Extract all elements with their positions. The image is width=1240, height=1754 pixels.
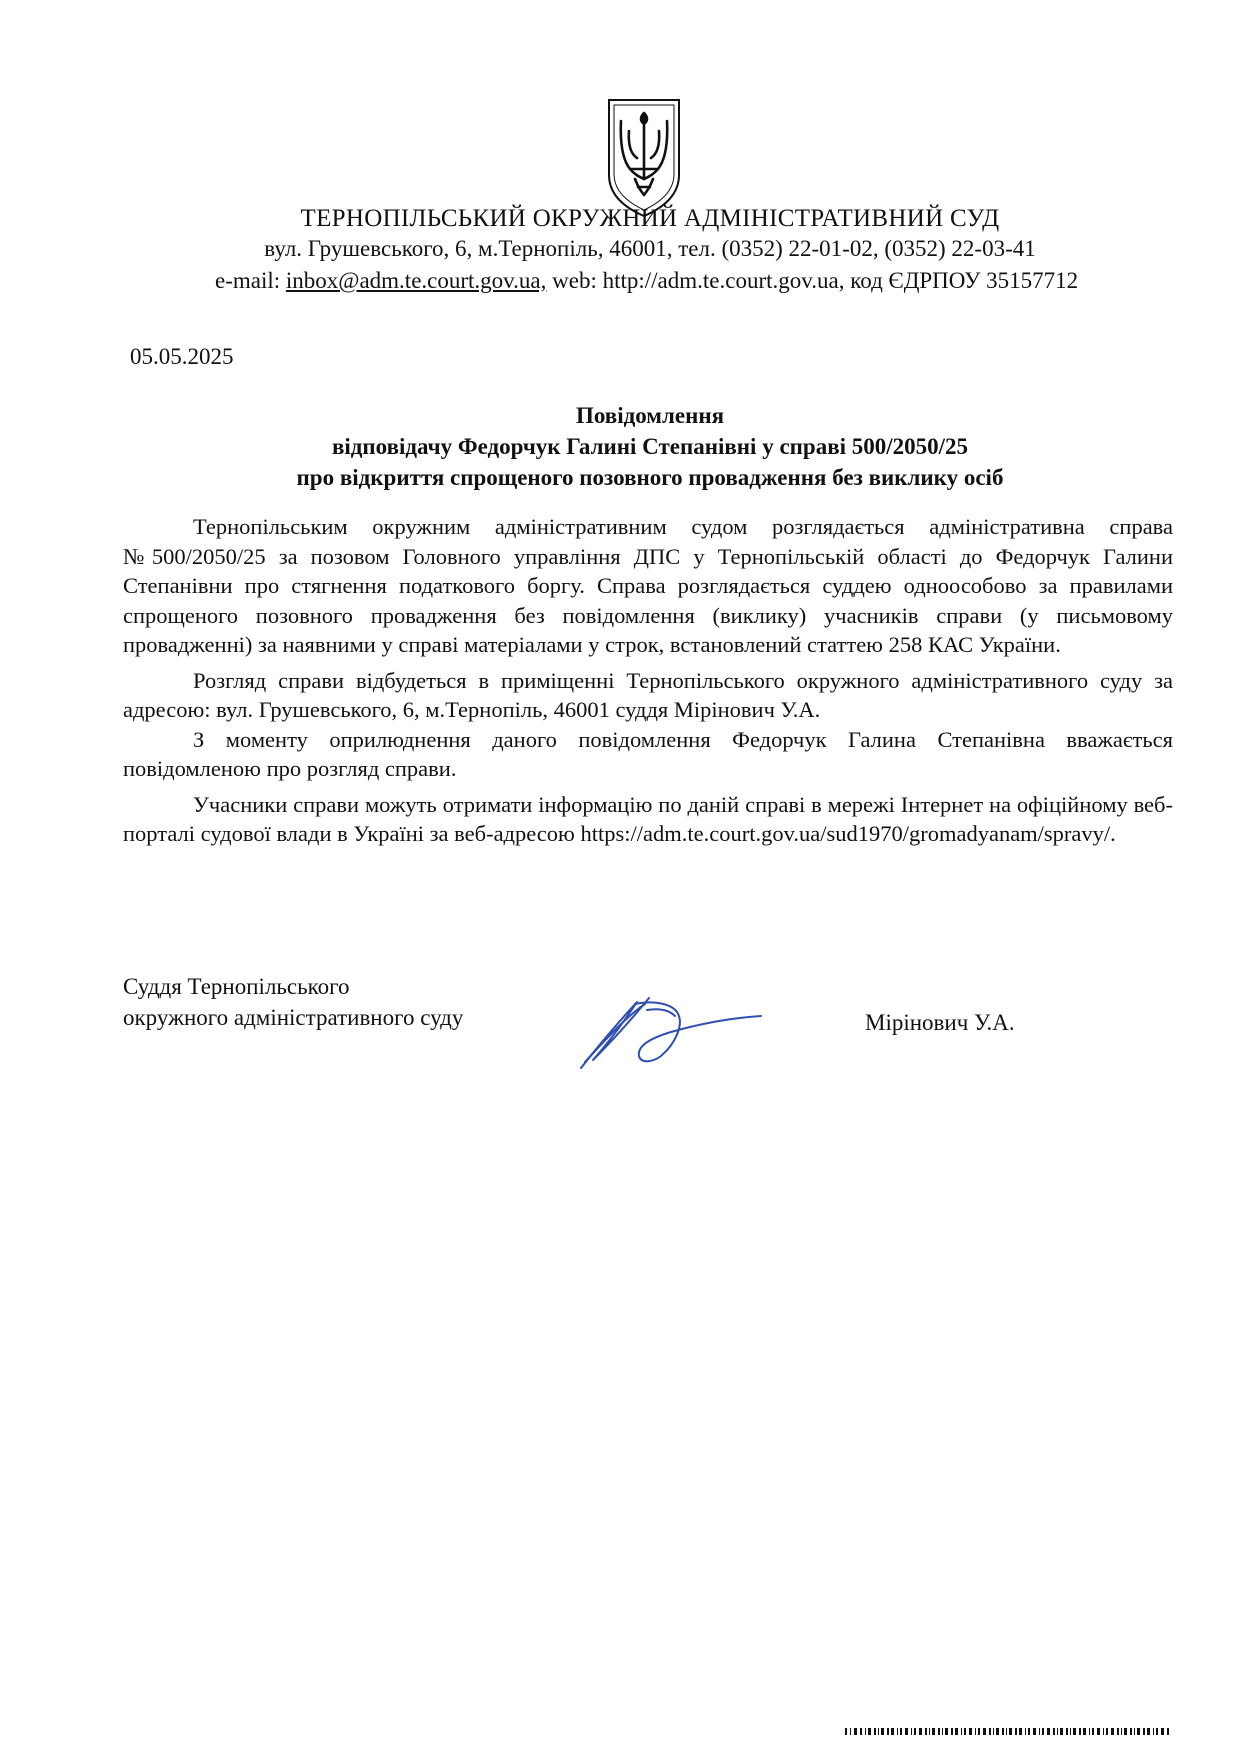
barcode-strip	[845, 1728, 1170, 1735]
judge-position-line-2: окружного адміністративного суду	[123, 1005, 464, 1030]
document-date: 05.05.2025	[130, 344, 234, 369]
court-address: вул. Грушевського, 6, м.Тернопіль, 46001, тел. (0352) 22-01-02, (0352) 22-03-41	[264, 236, 1036, 261]
court-header	[150, 204, 1150, 264]
title-line-1: Повідомлення	[575, 403, 725, 428]
handwritten-signature	[575, 990, 765, 1080]
judge-name: Мірінович У.А.	[865, 1010, 1015, 1035]
judge-position	[123, 971, 463, 1033]
notice-body	[123, 512, 1173, 849]
title-line-3: про відкриття спрощеного позовного провадження без виклику осіб	[296, 465, 1004, 490]
paragraph-notification: З моменту оприлюднення даного повідомлення Федорчук Галина Степанівна вважається повідомленою про розгляд справи.	[123, 726, 1173, 781]
judge-position-line-1: Суддя Тернопільського	[123, 974, 350, 999]
web-and-code: web: http://adm.te.court.gov.ua, код ЄДРПОУ 35157712	[546, 268, 1079, 293]
paragraph-venue: Розгляд справи відбудеться в приміщенні Тернопільського окружного адміністративного суду за адресою: вул. Грушевського, 6, м.Тернопіль, 46001 суддя Мірінович У.А.	[123, 667, 1173, 722]
court-contacts	[215, 268, 1078, 294]
title-line-2: відповідачу Федорчук Галині Степанівні у справі 500/2050/25	[331, 434, 969, 459]
paragraph-web-info: Учасники справи можуть отримати інформацію по даній справі в мережі Інтернет на офіційному веб-порталі судової влади в Україні за веб-адресою https://adm.te.court.gov.ua/sud1970/gromadyanam/spravy/.	[123, 791, 1173, 846]
notice-title	[130, 400, 1170, 493]
trident-emblem-icon	[605, 97, 683, 219]
paragraph-case-info: Тернопільським окружним адміністративним судом розглядається адміністративна справа №500/2050/25 за позовом Головного управління ДПС у Тернопільській області до Федорчук Галини Степанівни про стягнення податкового боргу. Справа розглядається суддею одноособово за правилами спрощеного позовного провадження без повідомлення (виклику) учасників справи (у письмовому провадженні) за наявними у справі матеріалами у строк, встановлений статтею 258 КАС України.	[123, 514, 1173, 657]
email-label: e-mail:	[215, 268, 286, 293]
email-link[interactable]: inbox@adm.te.court.gov.ua,	[285, 268, 547, 293]
court-name: ТЕРНОПІЛЬСЬКИЙ ОКРУЖНИЙ АДМІНІСТРАТИВНИЙ СУД	[300, 205, 1000, 232]
